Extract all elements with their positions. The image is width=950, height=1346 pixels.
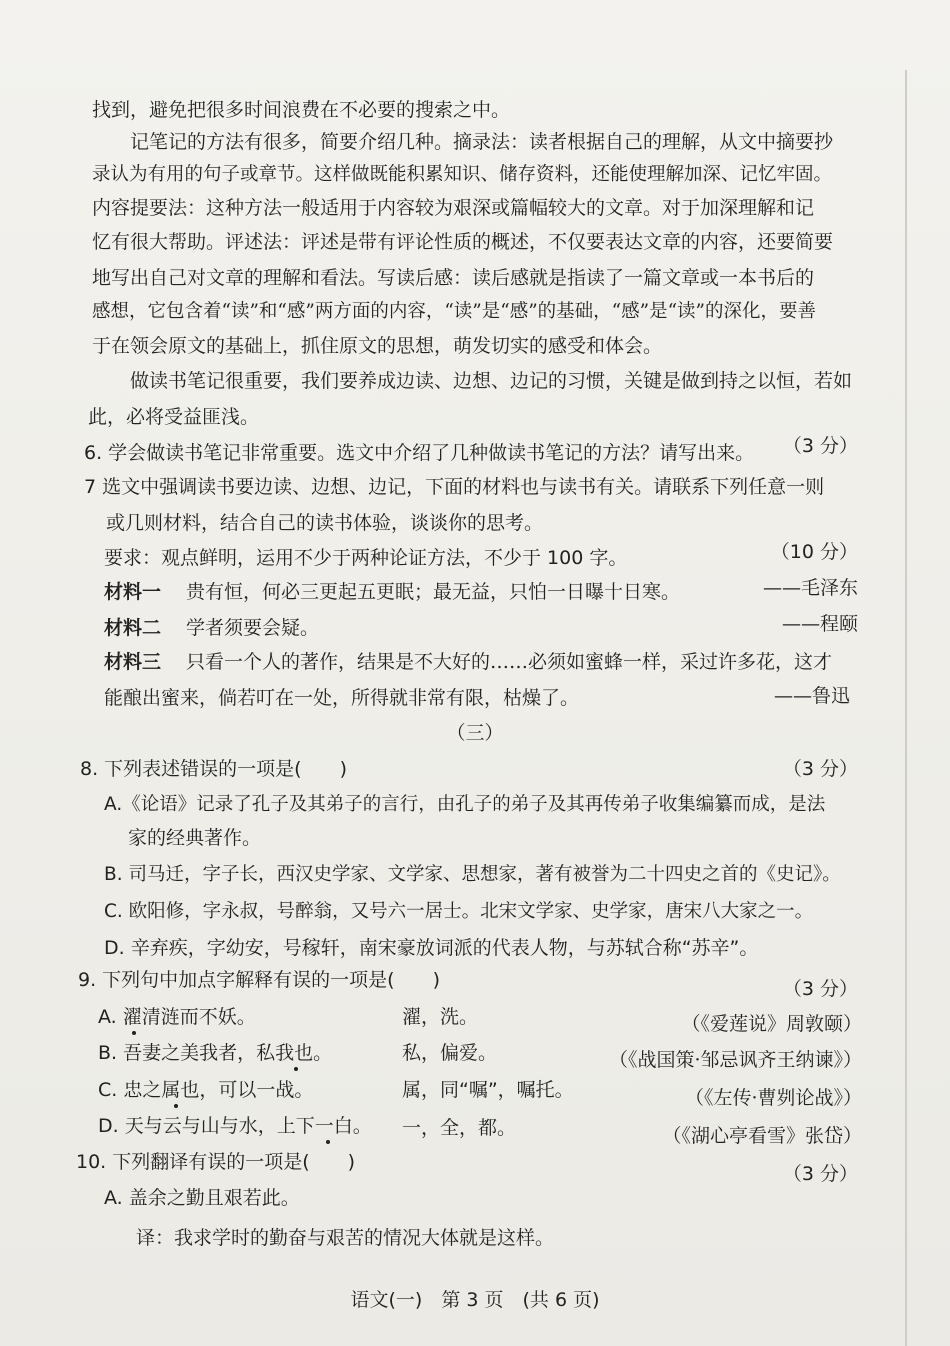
question-9-option-c-source: （《左传·曹刿论战》） bbox=[684, 1087, 862, 1109]
question-9-option-b-source: （《战国策·邹忌讽齐王纳谏》） bbox=[608, 1049, 862, 1071]
passage-line: 做读书笔记很重要，我们要养成边读、边想、边记的习惯，关键是做到持之以恒，若如 bbox=[130, 370, 853, 392]
question-7-requirement: 要求：观点鲜明，运用不少于两种论证方法，不少于 100 字。 bbox=[104, 547, 628, 569]
question-9-stem: 9. 下列句中加点字解释有误的一项是( ) bbox=[78, 969, 440, 991]
question-8-option-a-cont: 家的经典著作。 bbox=[128, 827, 262, 849]
material-2-label: 材料二 bbox=[104, 617, 162, 639]
question-6-stem: 6. 学会做读书笔记非常重要。选文中介绍了几种做读书笔记的方法？请写出来。 bbox=[84, 442, 755, 464]
material-3 bbox=[104, 650, 832, 674]
material-2-author: ——程颐 bbox=[781, 613, 858, 635]
material-2-text: 学者须要会疑。 bbox=[186, 617, 320, 639]
page-footer: 语文(一) 第 3 页 (共 6 页) bbox=[350, 1289, 600, 1311]
page-fold-line bbox=[905, 70, 907, 1346]
question-9-option-b-explanation: 私，偏爱。 bbox=[402, 1042, 498, 1064]
material-1-author: ——毛泽东 bbox=[762, 577, 858, 599]
question-10-option-a-translation: 译：我求学时的勤奋与艰苦的情况大体就是这样。 bbox=[136, 1227, 555, 1249]
emphasis-dot bbox=[294, 1067, 298, 1071]
material-1 bbox=[104, 580, 680, 604]
question-9-option-b: B. 吾妻之美我者，私我也。 bbox=[98, 1042, 333, 1064]
question-8-score: （3 分） bbox=[782, 758, 858, 780]
question-9-option-d-explanation: 一，全，都。 bbox=[402, 1117, 517, 1139]
question-7-line: 或几则材料，结合自己的读书体验，谈谈你的思考。 bbox=[106, 512, 544, 534]
material-2 bbox=[104, 616, 319, 640]
passage-line: 录认为有用的句子或章节。这样做既能积累知识、储存资料，还能使理解加深、记忆牢固。 bbox=[92, 164, 833, 185]
question-9-option-a-source: （《爱莲说》周敦颐） bbox=[681, 1013, 862, 1035]
question-8-stem: 8. 下列表述错误的一项是( ) bbox=[80, 758, 347, 780]
passage-line: 记笔记的方法有很多，简要介绍几种。摘录法：读者根据自己的理解，从文中摘要抄 bbox=[130, 131, 834, 153]
material-1-text: 贵有恒，何必三更起五更眠；最无益，只怕一日曝十日寒。 bbox=[186, 581, 681, 603]
question-9-option-a: A. 濯清涟而不妖。 bbox=[98, 1006, 256, 1028]
question-8-option-c: C. 欧阳修，字永叔，号醉翁，又号六一居士。北宋文学家、史学家，唐宋八大家之一。 bbox=[104, 901, 814, 922]
question-7-line: 7 选文中强调读书要边读、边想、边记，下面的材料也与读书有关。请联系下列任意一则 bbox=[84, 476, 825, 498]
question-10-option-a: A. 盖余之勤且艰若此。 bbox=[104, 1187, 300, 1209]
material-3-author: ——鲁迅 bbox=[773, 685, 850, 707]
material-3-text: 只看一个人的著作，结果是不大好的……必须如蜜蜂一样，采过许多花，这才 bbox=[186, 651, 833, 673]
section-heading: （三） bbox=[446, 722, 504, 744]
question-9-option-c-explanation: 属，同“嘱”，嘱托。 bbox=[402, 1079, 574, 1101]
emphasis-dot bbox=[326, 1140, 330, 1144]
passage-line: 找到，避免把很多时间浪费在不必要的搜索之中。 bbox=[92, 99, 511, 121]
question-9-option-d-source: （《湖心亭看雪》张岱） bbox=[662, 1125, 862, 1147]
passage-line: 忆有很大帮助。评述法：评述是带有评论性质的概述，不仅要表达文章的内容，还要简要 bbox=[92, 231, 834, 253]
passage-line: 内容提要法：这种方法一般适用于内容较为艰深或篇幅较大的文章。对于加深理解和记 bbox=[92, 197, 815, 219]
emphasis-dot bbox=[174, 1104, 178, 1108]
question-8-option-a: A.《论语》记录了孔子及其弟子的言行，由孔子的弟子及其再传弟子收集编纂而成，是法 bbox=[104, 794, 826, 815]
question-6-score: （3 分） bbox=[782, 435, 858, 457]
material-3-text-cont: 能酿出蜜来，倘若叮在一处，所得就非常有限，枯燥了。 bbox=[104, 687, 580, 709]
material-1-label: 材料一 bbox=[104, 581, 162, 603]
question-8-option-b: B. 司马迁，字子长，西汉史学家、文学家、思想家，著有被誉为二十四史之首的《史记》。 bbox=[104, 864, 841, 885]
question-9-option-d: D. 天与云与山与水，上下一白。 bbox=[98, 1115, 372, 1137]
passage-line: 感想，它包含着“读”和“感”两方面的内容，“读”是“感”的基础，“感”是“读”的深化，要善 bbox=[92, 301, 816, 322]
question-9-option-c: C. 忠之属也，可以一战。 bbox=[98, 1079, 314, 1101]
passage-line: 地写出自己对文章的理解和看法。写读后感：读后感就是指读了一篇文章或一本书后的 bbox=[92, 267, 815, 289]
question-10-score: （3 分） bbox=[782, 1163, 858, 1185]
question-10-stem: 10. 下列翻译有误的一项是( ) bbox=[76, 1151, 356, 1173]
question-7-score: （10 分） bbox=[770, 541, 858, 563]
material-3-label: 材料三 bbox=[104, 651, 162, 673]
question-8-option-d: D. 辛弃疾，字幼安，号稼轩，南宋豪放词派的代表人物，与苏轼合称“苏辛”。 bbox=[104, 937, 759, 959]
question-9-score: （3 分） bbox=[782, 978, 858, 1000]
passage-line: 于在领会原文的基础上，抓住原文的思想，萌发切实的感受和体会。 bbox=[92, 335, 663, 357]
question-9-option-a-explanation: 濯，洗。 bbox=[402, 1006, 479, 1028]
passage-line: 此，必将受益匪浅。 bbox=[88, 406, 260, 428]
emphasis-dot bbox=[132, 1031, 136, 1035]
